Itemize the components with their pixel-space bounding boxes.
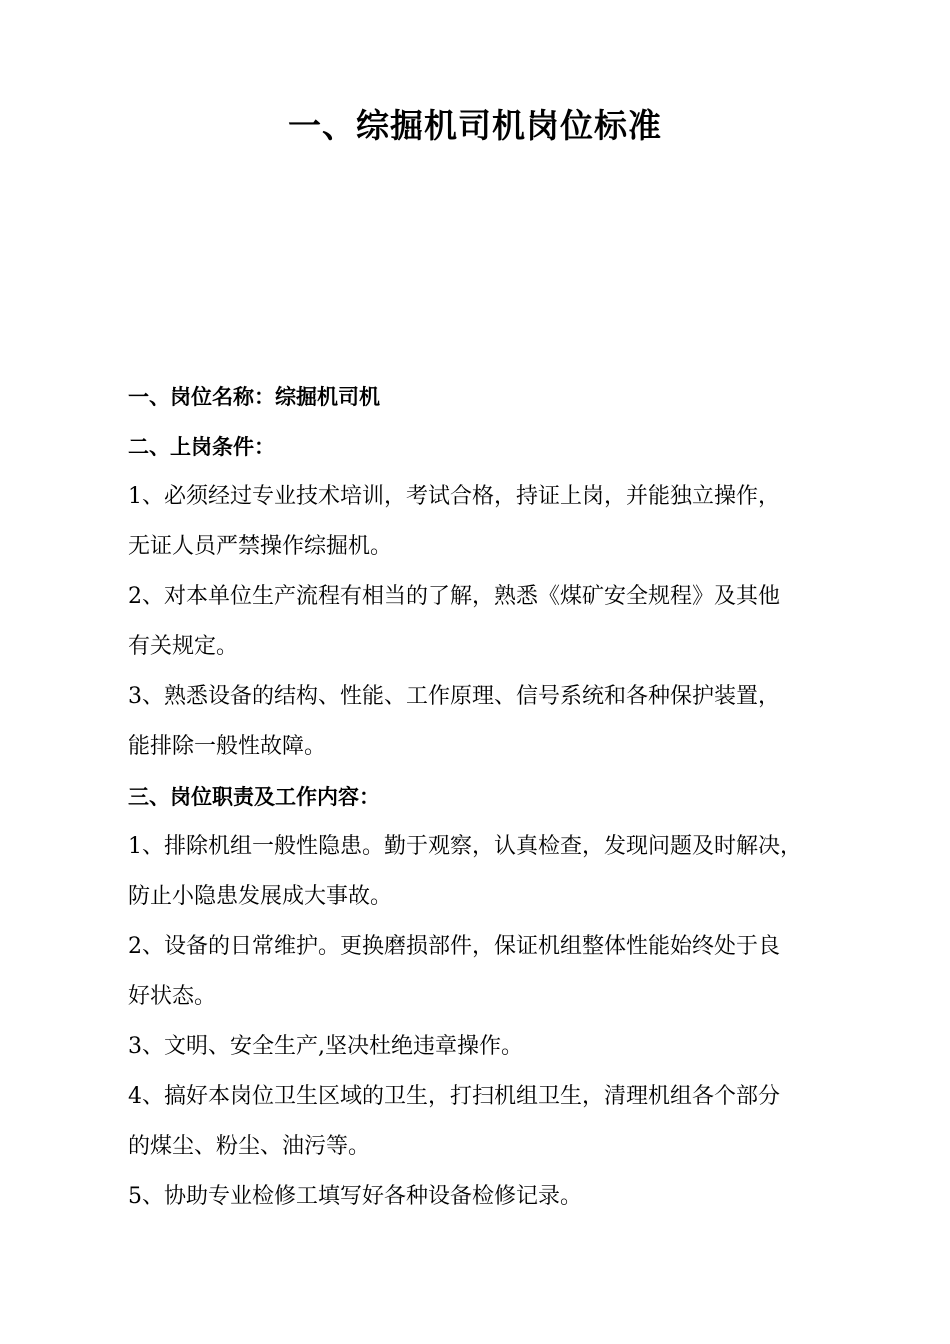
- body-line: 2、设备的日常维护。更换磨损部件，保证机组整体性能始终处于良: [128, 934, 780, 959]
- body-line: 2、对本单位生产流程有相当的了解，熟悉《煤矿安全规程》及其他: [128, 584, 780, 609]
- body-line: 无证人员严禁操作综掘机。: [128, 534, 393, 559]
- body-line: 有关规定。: [128, 634, 239, 659]
- body-line: 3、熟悉设备的结构、性能、工作原理、信号系统和各种保护装置，: [128, 684, 780, 709]
- body-line: 4、搞好本岗位卫生区域的卫生，打扫机组卫生，清理机组各个部分: [128, 1084, 780, 1109]
- section-heading: 三、岗位职责及工作内容：: [128, 785, 380, 809]
- document-title: 一、综掘机司机岗位标准: [288, 106, 662, 145]
- section-heading: 一、岗位名称：综掘机司机: [128, 385, 380, 409]
- body-line: 好状态。: [128, 984, 217, 1009]
- body-line: 防止小隐患发展成大事故。: [128, 884, 393, 909]
- body-line: 1、必须经过专业技术培训，考试合格，持证上岗，并能独立操作，: [128, 484, 780, 509]
- body-line: 3、文明、安全生产,坚决杜绝违章操作。: [128, 1034, 523, 1059]
- body-line: 能排除一般性故障。: [128, 734, 327, 759]
- body-line: 的煤尘、粉尘、油污等。: [128, 1134, 371, 1159]
- document-body: [128, 372, 848, 1222]
- section-heading: 二、上岗条件：: [128, 435, 275, 459]
- body-line: 5、协助专业检修工填写好各种设备检修记录。: [128, 1184, 582, 1209]
- body-line: 1、排除机组一般性隐患。勤于观察，认真检查，发现问题及时解决，: [128, 834, 802, 859]
